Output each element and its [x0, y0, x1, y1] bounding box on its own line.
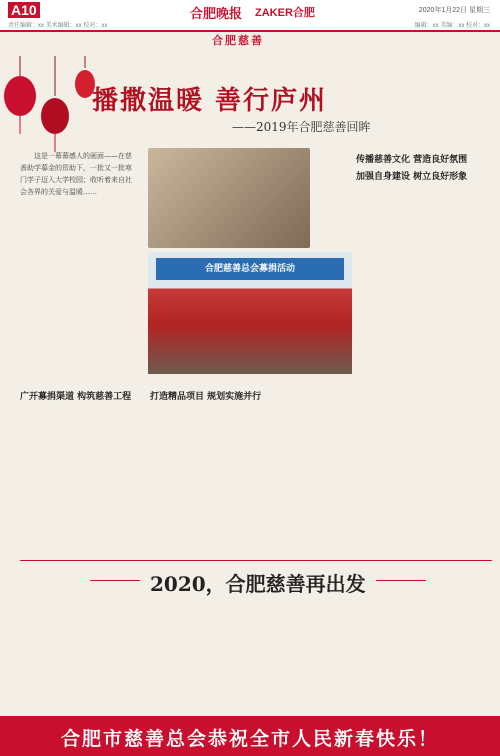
page-label: A10	[8, 2, 40, 18]
photo-elder-visit	[148, 148, 310, 248]
headline-title: 播撒温暖 善行庐州	[92, 86, 328, 116]
title-deco-right	[376, 580, 426, 581]
page-number	[8, 2, 42, 18]
heading-culture: 传播慈善文化 营造良好氛围	[356, 155, 468, 165]
title-deco-left	[90, 580, 140, 581]
heading-projects: 打造精品项目 规划实施并行	[150, 392, 262, 402]
heading-channels: 广开募捐渠道 构筑慈善工程	[20, 392, 132, 402]
header-credits-left: 责任编辑：xx 美术编辑：xx 校对：xx	[8, 23, 108, 29]
intro-paragraph: 这是一幕幕感人的画面——在慈善助学募金的资助下，一批又一批寒门学子迈入大学校园；收听着来自社会各界的关爱与温暖……	[20, 152, 132, 196]
masthead-logo: 合肥晚报	[190, 7, 243, 22]
event-banner: 合肥慈善总会募捐活动	[156, 258, 344, 280]
section2-title: 2020，合肥慈善再出发	[150, 572, 366, 596]
article-column-middle	[150, 385, 350, 405]
heading-self-building: 加强自身建设 树立良好形象	[356, 172, 468, 182]
section-divider	[20, 560, 492, 561]
issue-date: 2020年1月22日 星期三	[418, 7, 490, 14]
photo-donation-event	[148, 252, 352, 374]
article-column-right	[356, 148, 492, 185]
page-header	[0, 0, 500, 32]
zaker-logo: ZAKER合肥	[255, 7, 315, 19]
section-name: 合肥慈善	[212, 34, 264, 47]
header-credits-right: 编辑：xx 美编：xx 校对：xx	[414, 23, 490, 29]
article-column-left	[20, 385, 145, 405]
headline-subtitle: ——2019年合肥慈善回眸	[232, 120, 371, 134]
footer-greeting: 合肥市慈善总会恭祝全市人民新春快乐！	[60, 728, 439, 750]
